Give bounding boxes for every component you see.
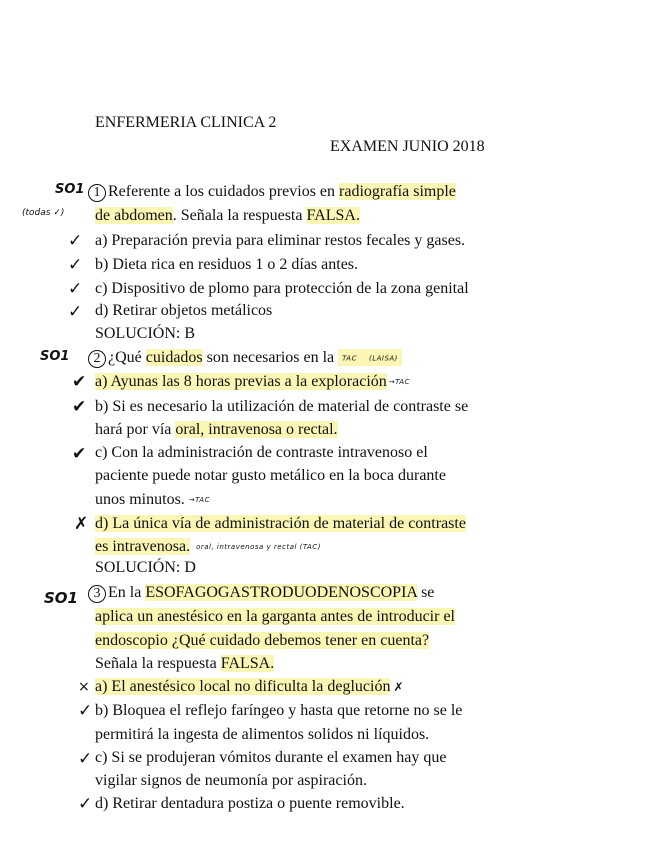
check-icon: ✔ <box>72 397 87 417</box>
option-2b: b) Si es necesario la utilización de material de contraste se <box>95 398 469 415</box>
check-icon: ✓ <box>78 701 93 721</box>
option-3c-cont: vigilar signos de neumonía por aspiración. <box>95 772 367 789</box>
question-3-prompt-cont: aplica un anestésico en la garganta antes de introducir el <box>95 608 455 625</box>
question-1-prompt: 1 Referente a los cuidados previos en radiografía simple <box>88 182 456 202</box>
option-3b: b) Bloquea el reflejo faríngeo y hasta que retorne no se le <box>95 702 463 719</box>
solution-1: SOLUCIÓN: B <box>95 325 196 342</box>
check-icon: ✓ <box>78 794 93 814</box>
check-icon: ✓ <box>68 231 83 251</box>
margin-note-q1: SO1 <box>55 182 85 197</box>
option-2d-cont: es intravenosa. oral, intravenosa y rectal (TAC) <box>95 538 321 555</box>
question-3-prompt-cont3: Señala la respuesta FALSA. <box>95 655 275 672</box>
question-3-prompt-cont2: endoscopio ¿Qué cuidado debemos tener en cuenta? <box>95 632 430 649</box>
option-2d: d) La única vía de administración de material de contraste <box>95 515 466 532</box>
cross-icon: × <box>78 679 90 695</box>
option-1b: b) Dieta rica en residuos 1 o 2 días antes. <box>95 256 359 273</box>
question-2-prompt: 2 ¿Qué cuidados son necesarios en la TAC (LAISA) <box>88 348 402 368</box>
margin-note-q3: SO1 <box>44 589 78 607</box>
solution-2: SOLUCIÓN: D <box>95 559 196 576</box>
question-number: 2 <box>88 350 106 368</box>
question-3-prompt: 3 En la ESOFAGOGASTRODUODENOSCOPIA se <box>88 583 434 603</box>
question-number: 1 <box>88 184 106 202</box>
document-title: ENFERMERIA CLINICA 2 <box>95 114 277 131</box>
margin-note-q2: SO1 <box>40 349 70 364</box>
check-icon: ✓ <box>68 279 83 299</box>
option-3b-cont: permitirá la ingesta de alimentos solidos ni líquidos. <box>95 726 430 743</box>
check-icon: ✔ <box>72 444 87 464</box>
question-number: 3 <box>88 585 106 603</box>
option-1a: a) Preparación previa para eliminar restos fecales y gases. <box>95 232 466 249</box>
option-1d: d) Retirar objetos metálicos <box>95 302 273 319</box>
check-icon: ✓ <box>68 302 83 322</box>
option-3d: d) Retirar dentadura postiza o puente removible. <box>95 795 405 812</box>
option-2b-cont: hará por vía oral, intravenosa o rectal. <box>95 421 338 438</box>
option-1c: c) Dispositivo de plomo para protección de la zona genital <box>95 280 469 297</box>
option-2c-cont: paciente puede notar gusto metálico en la boca durante <box>95 467 446 484</box>
question-1-prompt-cont: de abdomen. Señala la respuesta FALSA. <box>95 207 360 224</box>
check-icon: ✓ <box>68 255 83 275</box>
check-icon: ✔ <box>72 372 87 392</box>
option-3c: c) Si se produjeran vómitos durante el examen hay que <box>95 749 447 766</box>
exam-date: EXAMEN JUNIO 2018 <box>330 138 485 155</box>
margin-note-q1-all: (todas ✓) <box>22 208 65 218</box>
check-icon: ✓ <box>78 749 93 769</box>
option-2c-cont2: unos minutos. →TAC <box>95 491 210 508</box>
option-2c: c) Con la administración de contraste intravenoso el <box>95 444 428 461</box>
option-3a: a) El anestésico local no dificulta la deglución ✗ <box>95 678 404 695</box>
option-2a: a) Ayunas las 8 horas previas a la exploración →TAC <box>95 373 410 390</box>
cross-icon: ✗ <box>74 514 89 534</box>
